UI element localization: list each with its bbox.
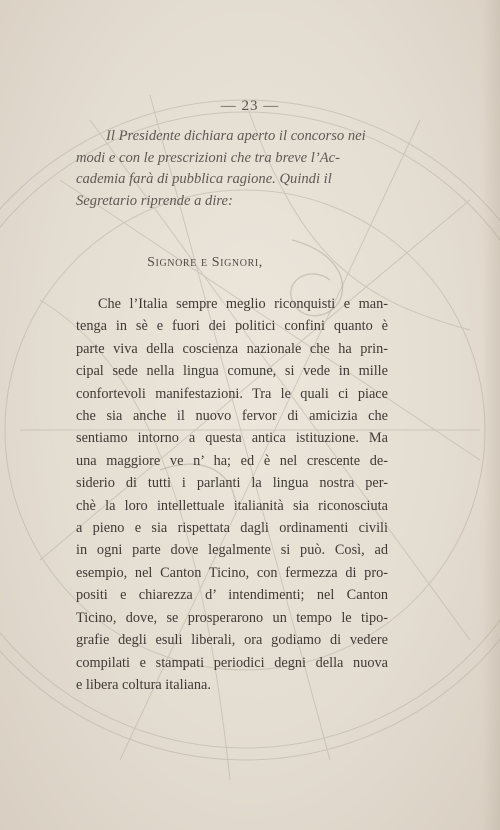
body-line: e libera coltura italiana. (76, 676, 211, 693)
salutation-heading: Signore e Signori, (147, 255, 263, 270)
intro-line: modi e con le prescrizioni che tra breve l’Ac- (76, 149, 340, 166)
body-line: Ticino, dove, se prosperarono un tempo le tipo- (76, 609, 388, 626)
intro-line: cademia farà di pubblica ragione. Quindi il (76, 171, 332, 187)
body-line: esempio, nel Canton Ticino, con fermezza di pro- (76, 564, 388, 581)
body-line: tenga in sè e fuori dei politici confini quanto è (76, 318, 388, 335)
intro-line: Segretario riprende a dire: (76, 192, 233, 209)
intro-paragraph (76, 126, 406, 212)
page-number: — 23 — (220, 98, 280, 114)
body-line: confortevoli manifestazioni. Tra le quali ci piace (76, 385, 388, 402)
body-line: a pieno e sia rispettata dagli ordinamenti civili (76, 520, 388, 537)
body-line: cipal sede nella lingua comune, si vede in mille (76, 363, 388, 380)
body-line: positi e chiarezza d’ intendimenti; nel Canton (76, 587, 388, 604)
body-line: chè la loro intellettuale italianità sia riconosciuta (76, 497, 388, 514)
body-line: grafie degli esuli liberali, ora godiamo di vedere (76, 632, 388, 649)
body-line: parte viva della coscienza nazionale che ha prin- (76, 340, 388, 357)
body-line: sentiamo intorno a questa antica istituzione. Ma (76, 430, 388, 447)
body-line: in ogni parte dove legalmente si può. Così, ad (76, 542, 388, 559)
body-line: Che l’Italia sempre meglio riconquisti e man- (98, 296, 388, 312)
body-line: che sia anche il nuovo fervor di amicizia che (76, 408, 388, 425)
intro-line: Il Presidente dichiara aperto il concorso nei (106, 128, 366, 144)
body-line: compilati e stampati periodici degni della nuova (76, 654, 388, 671)
body-line: una maggiore ve n’ ha; ed è nel crescente de- (76, 452, 388, 469)
page-edge-shadow (482, 0, 500, 830)
body-paragraph (76, 293, 388, 696)
body-line: siderio di tutti i parlanti la lingua nostra per- (76, 475, 388, 492)
